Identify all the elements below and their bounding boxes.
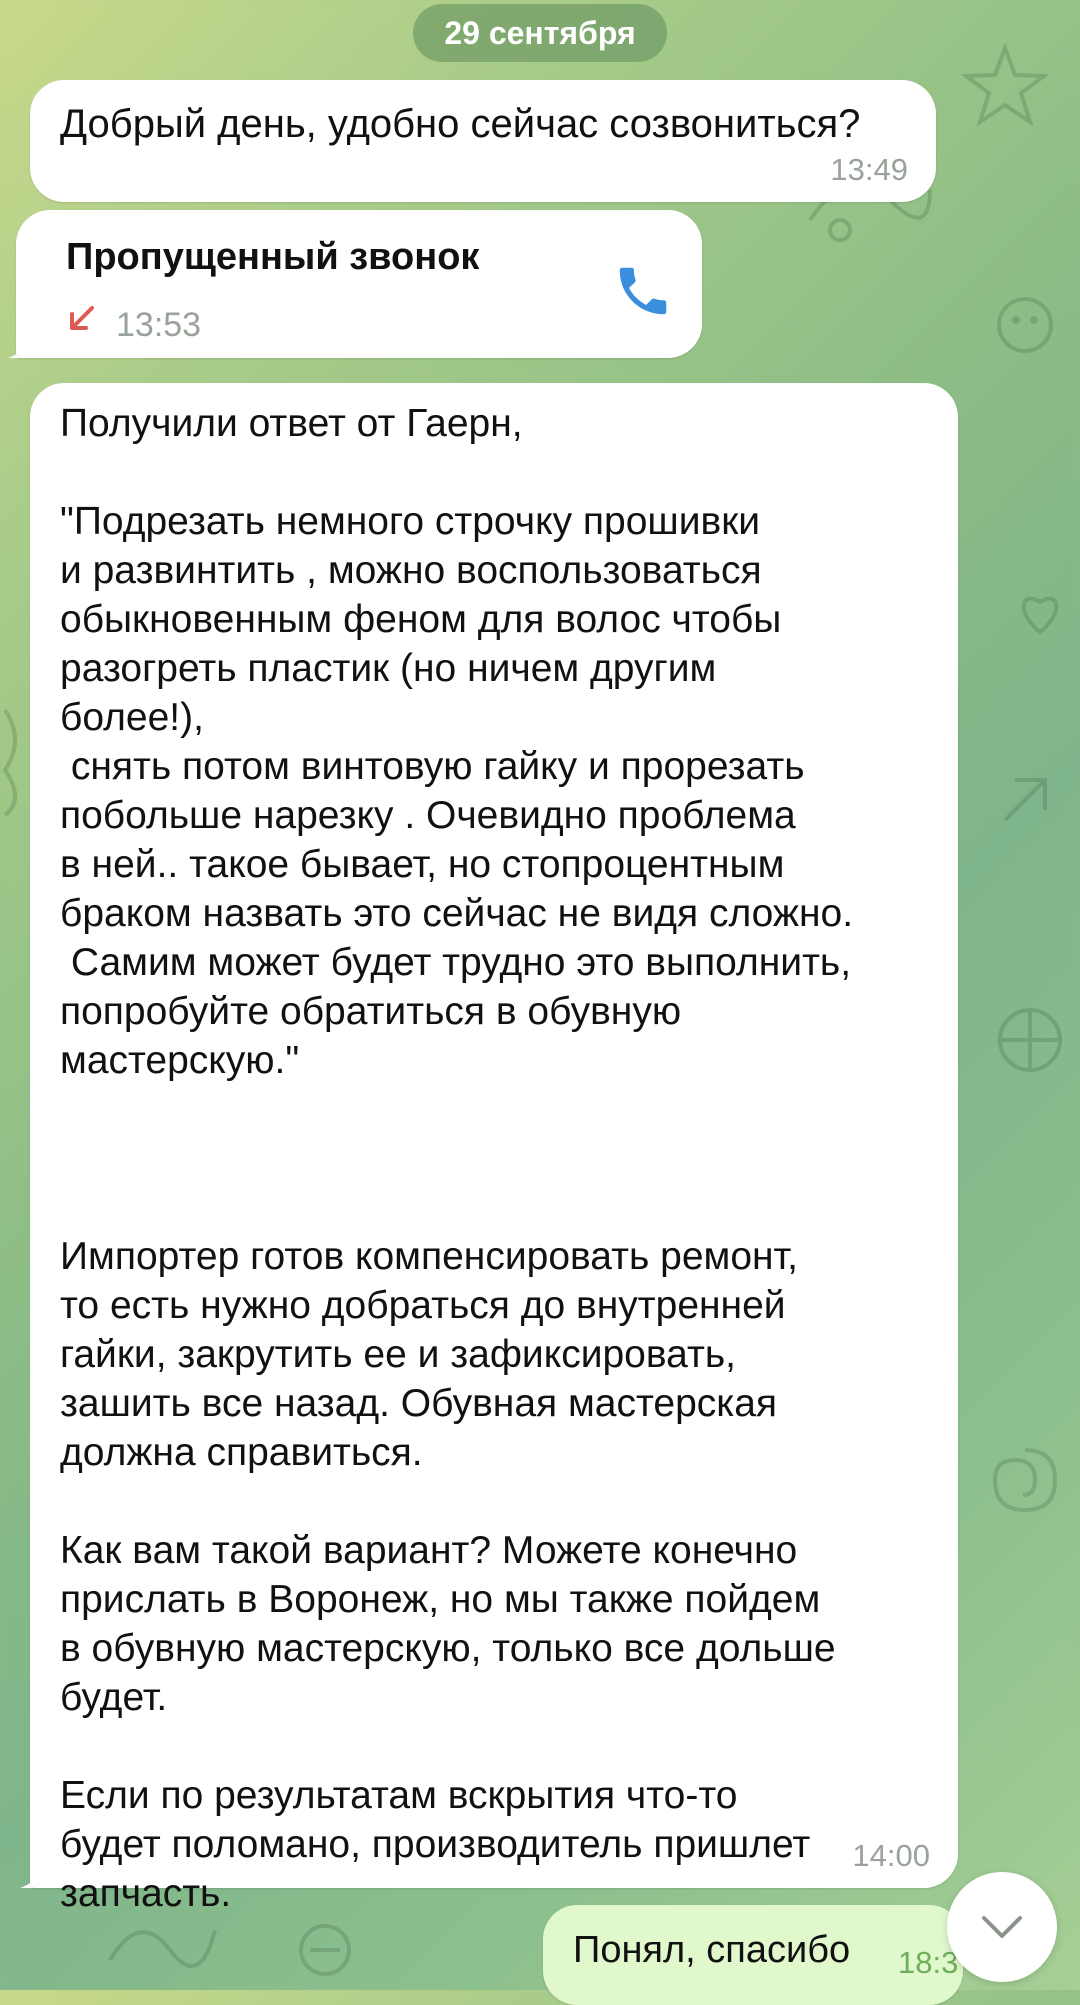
message-text: Добрый день, удобно сейчас созвониться? [60,102,861,146]
message-text: Получили ответ от Гаерн, "Подрезать немного строчку прошивки и развинтить , можно воспользоваться обыкновенным феном для волос чтобы разогреть пластик (но ничем другим более!), снять потом винтовую гайку и прорезать побольше нарезку . Очевидно проблема в ней.. такое бывает, но стопроцентным браком назвать это сейчас не видя сложно. Самим может будет трудно это выполнить, попробуйте обратиться в обувную мастерскую." Импортер готов компенсировать ремонт, то есть нужно добраться до внутренней гайки, закрутить ее и зафиксировать, зашить все назад. Обувная мастерская должна справиться. Как вам такой вариант? Можете конечно прислать в Воронеж, но мы также пойдем в обувную мастерскую, только все дольше будет. Если по результатам вскрытия что-то будет поломано, производитель пришлет запчасть. [60,402,854,1915]
message-bubble[interactable] [30,80,936,202]
missed-call-arrow-icon [64,302,98,336]
message-time: 13:49 [830,152,908,187]
chevron-down-icon [980,1912,1024,1942]
message-time: 18:3 [898,1945,959,1980]
message-bubble[interactable] [30,383,958,1915]
missed-call-message[interactable] [16,210,702,358]
message-time: 14:00 [852,1838,930,1873]
call-time: 13:53 [116,306,202,344]
scroll-to-bottom-button[interactable] [947,1872,1057,1982]
call-title: Пропущенный звонок [66,236,480,278]
message-text: Понял, спасибо [573,1929,851,1971]
date-separator: 29 сентября [413,4,667,62]
phone-icon[interactable] [612,260,674,322]
outgoing-message-bubble[interactable] [543,1905,963,2005]
